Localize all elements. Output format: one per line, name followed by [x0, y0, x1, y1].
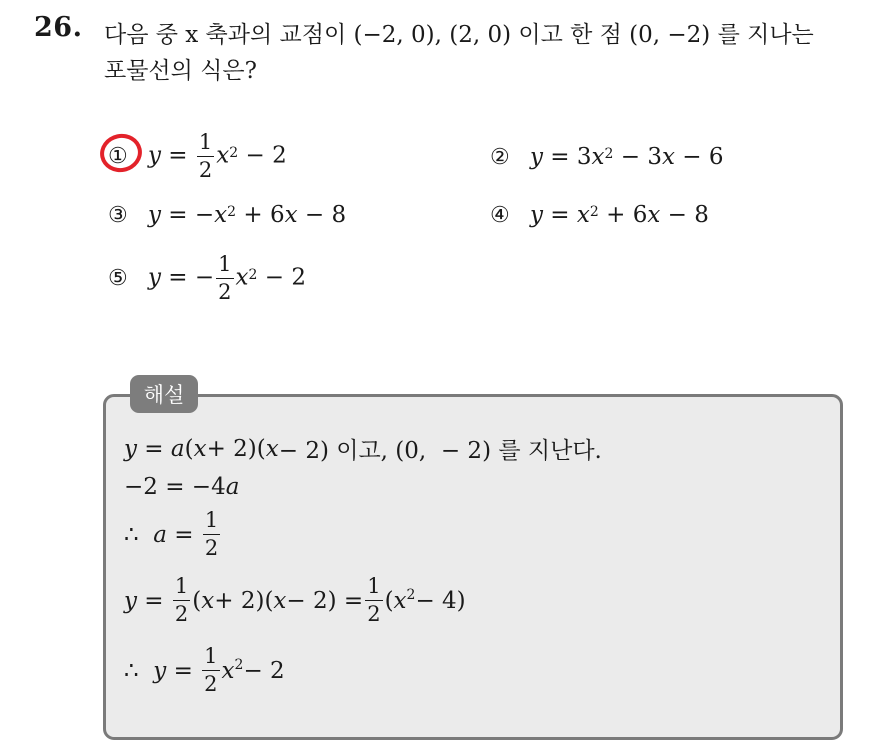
choice-2-number: ②	[490, 144, 510, 170]
solution-line-2: −2 = −4 a	[124, 474, 240, 500]
choice-1-number: ①	[108, 144, 128, 169]
choice-5-number: ⑤	[108, 266, 128, 291]
choice-5[interactable]	[108, 254, 306, 303]
solution-line-5: ∴ y = $\frac{1}{2}$ x $^2$ − 2	[124, 644, 285, 696]
choice-4-formula: $y = x^2 + 6x - 8$	[530, 202, 709, 228]
choice-5-formula: y = − $\frac{1}{2}$ $x^2 - 2$	[148, 252, 306, 304]
choice-1[interactable]	[108, 132, 287, 181]
choice-3-formula: $y = -x^2 + 6x - 8$	[148, 202, 347, 228]
choice-4[interactable]	[490, 202, 709, 228]
solution-line-1: y = a ( x + 2)( x − 2) 이고, (0, − 2) 를 지난다.	[124, 435, 602, 464]
choice-2[interactable]	[490, 144, 723, 170]
choice-2-formula: $y = 3x^2 - 3x - 6$	[530, 144, 724, 170]
solution-label: 해설	[130, 375, 198, 413]
choice-1-formula: y = $\frac{1}{2}$ $x^2 - 2$	[148, 130, 287, 182]
choice-3[interactable]	[108, 202, 346, 228]
solution-line-3: ∴ a = $\frac{1}{2}$	[124, 508, 219, 560]
choice-4-number: ④	[490, 202, 510, 228]
choice-3-number: ③	[108, 202, 128, 228]
question-number: 26.	[34, 12, 83, 43]
question-text-line2: 포물선의 식은?	[104, 58, 257, 84]
question-text-line1: 다음 중 x 축과의 교점이 (−2, 0), (2, 0) 이고 한 점 (0, −2) 를 지나는	[104, 22, 814, 48]
solution-line-4: y = $\frac{1}{2}$ ( x + 2)( x − 2) = $\frac{1}{2}$ ( x $^2$ − 4)	[124, 574, 466, 626]
